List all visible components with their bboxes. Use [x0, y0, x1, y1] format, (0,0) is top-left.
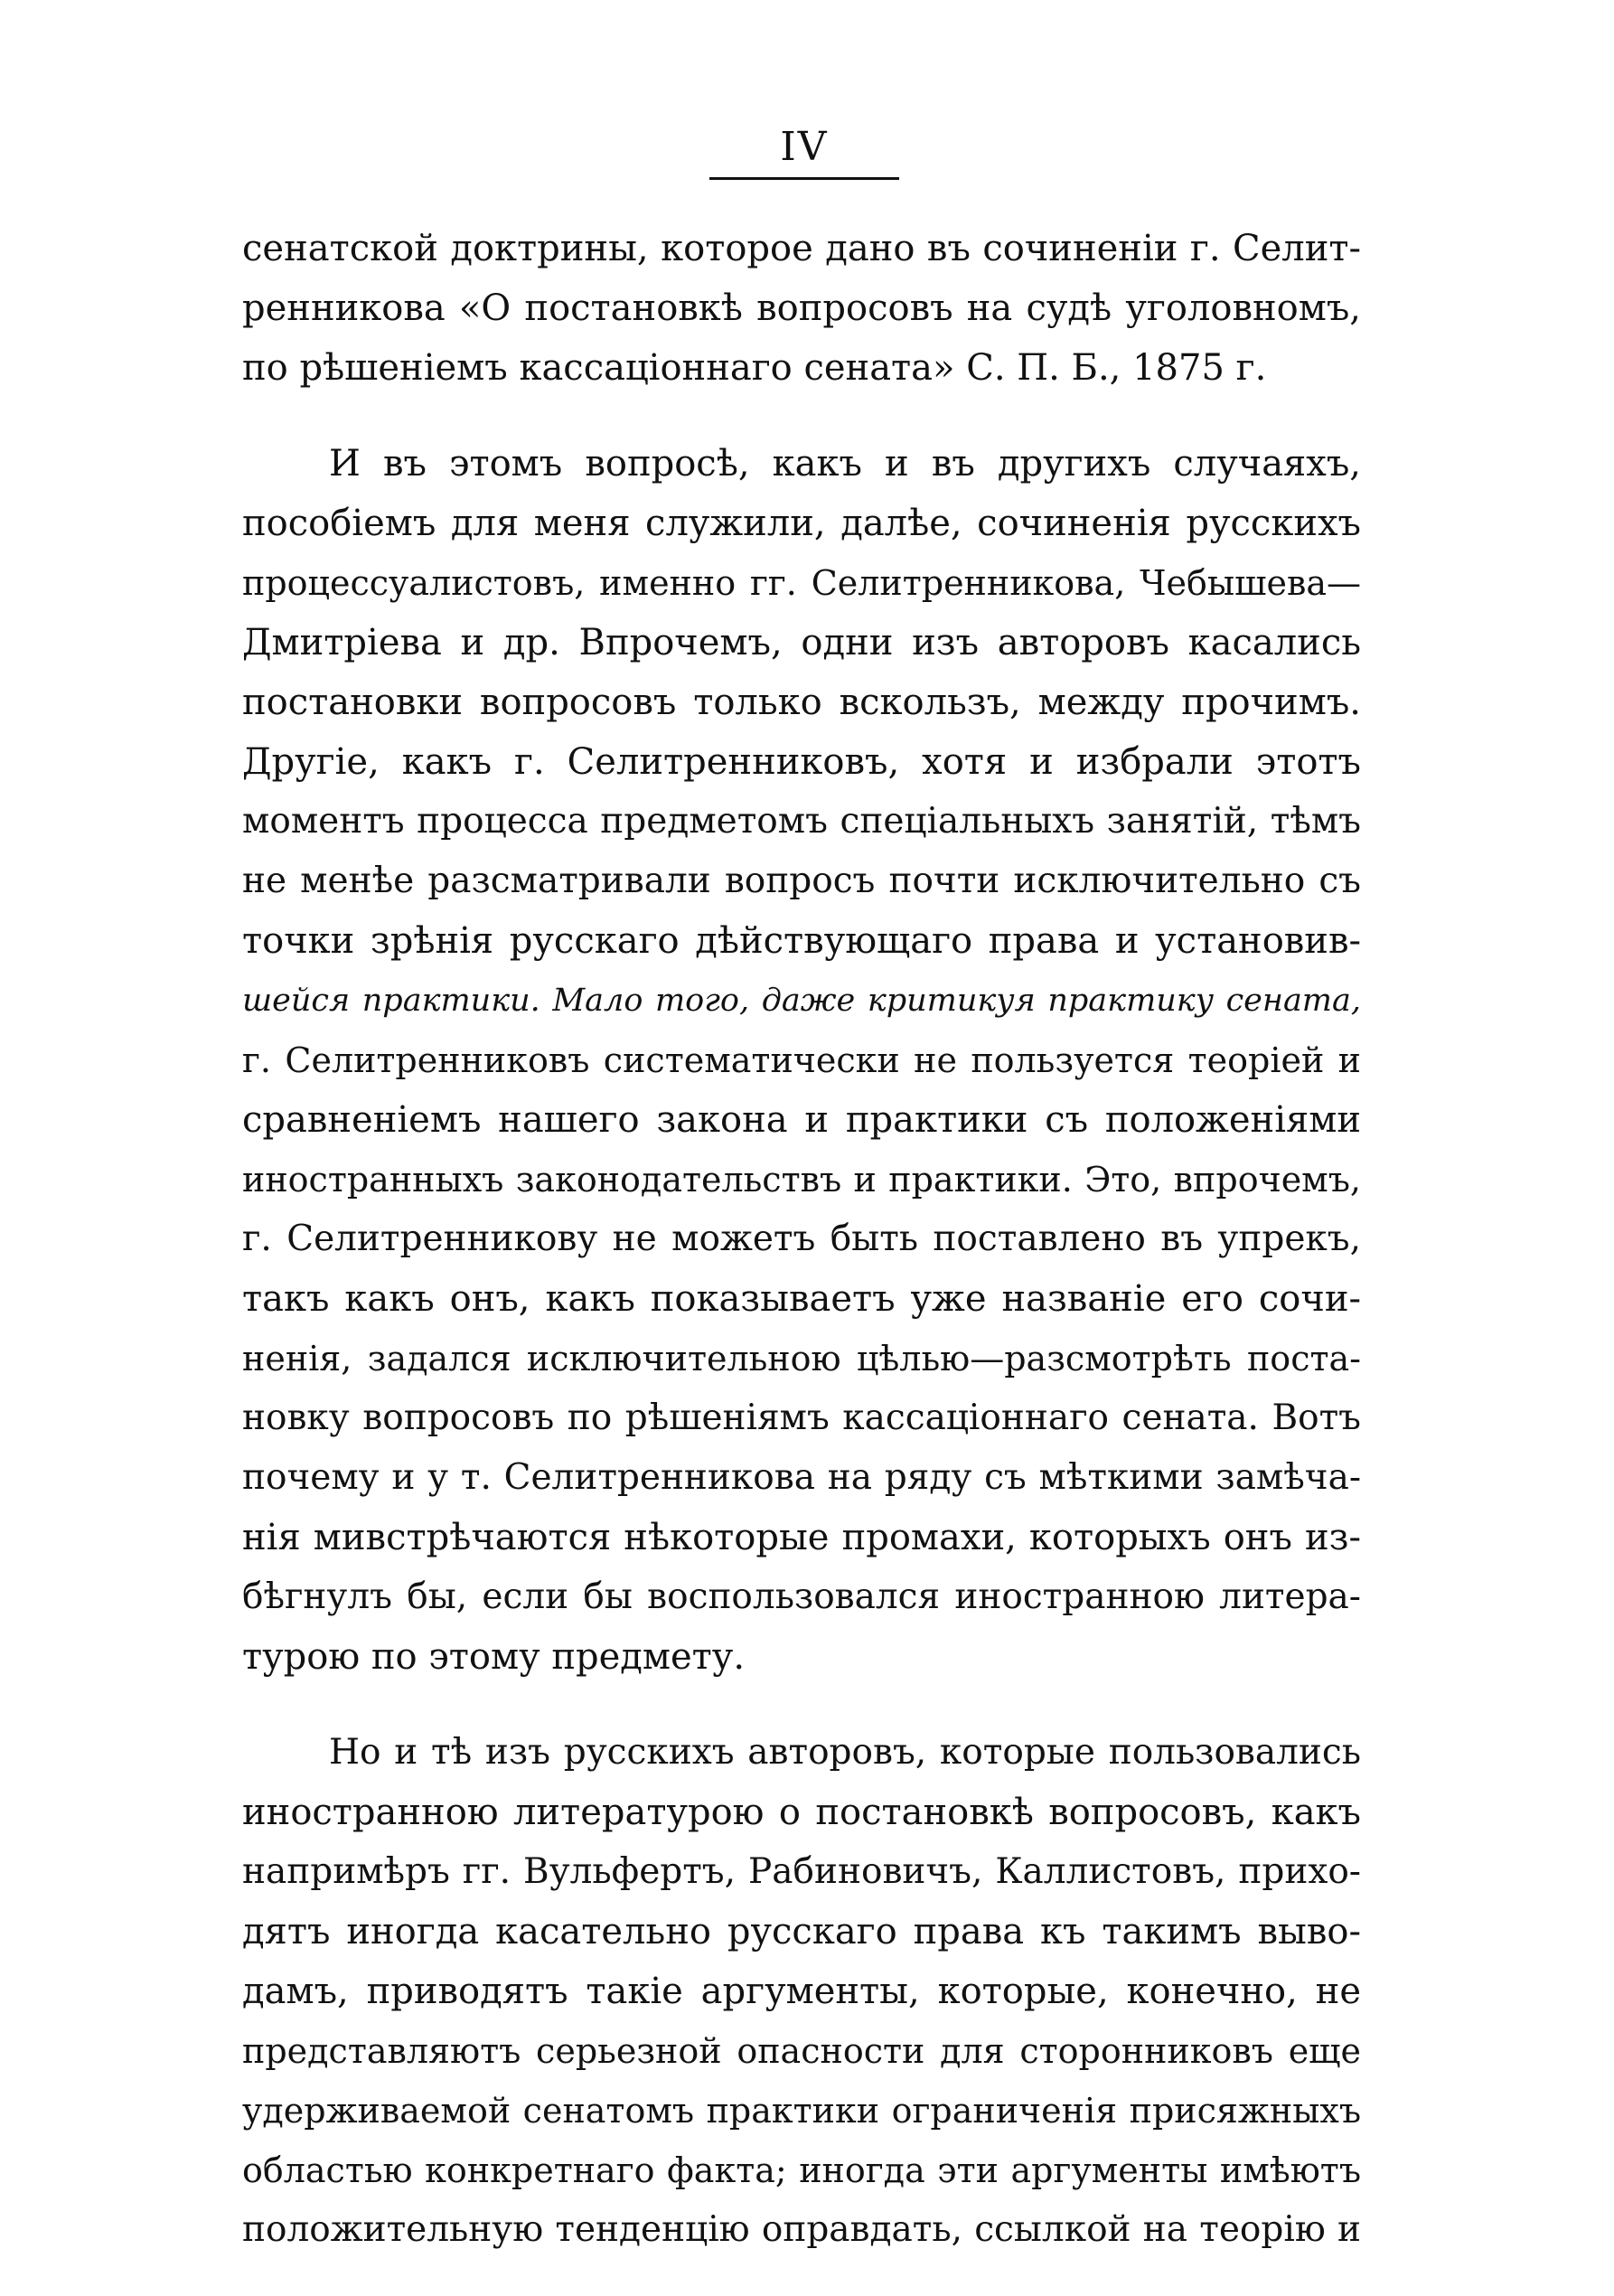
text-line: почему и у т. Селитренникова на ряду съ мѣткими замѣча- [242, 1457, 1361, 1498]
text-line: напримѣръ гг. Вульфертъ, Рабиновичъ, Каллистовъ, прихо- [242, 1851, 1361, 1892]
text-line: дятъ иногда касательно русскаго права къ такимъ выво- [242, 1911, 1361, 1953]
text-line: иностранныхъ законодательствъ и практики. Это, впрочемъ, [242, 1160, 1361, 1200]
text-line: положительную тенденцію оправдать, ссылкой на теорію и [242, 2209, 1361, 2250]
text-line: турою по этому предмету. [242, 1636, 746, 1678]
text-line: Но и тѣ изъ русскихъ авторовъ, которые пользовались [329, 1732, 1361, 1773]
text-line: ненія, задался исключительною цѣлью—разсмотрѣть поста- [242, 1339, 1361, 1379]
text-line: бѣгнулъ бы, если бы воспользовался иностранною литера- [242, 1576, 1361, 1617]
text-line: Дмитріева и др. Впрочемъ, одни изъ авторовъ касались [242, 622, 1361, 663]
text-line: представляютъ серьезной опасности для сторонниковъ еще [242, 2031, 1361, 2071]
text-line: г. Селитренниковъ систематически не пользуется теоріей и [242, 1040, 1361, 1080]
header-rule [709, 177, 899, 180]
text-line: процессуалистовъ, именно гг. Селитренникова, Чебышева— [242, 563, 1361, 603]
text-line: по рѣшеніемъ кассаціоннаго сената» С. П. Б., 1875 г. [242, 347, 1267, 389]
text-line: точки зрѣнія русскаго дѣйствующаго права и установив- [242, 920, 1361, 962]
paragraph [242, 434, 1361, 1687]
text-line: пособіемъ для меня служили, далѣе, сочиненія русскихъ [242, 503, 1361, 544]
text-line: областью конкретнаго факта; иногда эти аргументы имѣютъ [242, 2150, 1361, 2190]
text-line: сенатской доктрины, которое дано въ сочиненіи г. Селит- [242, 228, 1361, 269]
text-line: И въ этомъ вопросѣ, какъ и въ другихъ случаяхъ, [329, 443, 1361, 485]
text-line-italic: шейся практики. Мало того, даже критикуя практику сената, [242, 983, 1361, 1019]
text-line: удерживаемой сенатомъ практики ограниченія присяжныхъ [242, 2091, 1361, 2131]
text-line: сравненіемъ нашего закона и практики съ положеніями [242, 1099, 1361, 1141]
text-line: иностранною литературою о постановкѣ вопросовъ, какъ [242, 1792, 1361, 1833]
text-line: нія мивстрѣчаются нѣкоторые промахи, которыхъ онъ из- [242, 1517, 1361, 1558]
text-line: Другіе, какъ г. Селитренниковъ, хотя и избрали этотъ [242, 741, 1361, 783]
text-line: новку вопросовъ по рѣшеніямъ кассаціоннаго сената. Вотъ [242, 1397, 1361, 1438]
page-header [709, 125, 899, 180]
body-text [242, 219, 1361, 2296]
paragraph [242, 219, 1361, 398]
text-line: не менѣе разсматривали вопросъ почти исключительно съ [242, 861, 1361, 901]
text-line: моментъ процесса предметомъ спеціальныхъ занятій, тѣмъ [242, 801, 1361, 842]
text-line: постановки вопросовъ только вскользъ, между прочимъ. [242, 682, 1361, 723]
text-line: ренникова «О постановкѣ вопросовъ на судѣ уголовномъ, [242, 287, 1361, 329]
paragraph [242, 1723, 1361, 2260]
text-line: г. Селитренникову не можетъ быть поставлено въ упрекъ, [242, 1219, 1361, 1259]
page-number: IV [780, 124, 829, 170]
text-line: дамъ, приводятъ такіе аргументы, которые, конечно, не [242, 1971, 1361, 2012]
text-line: такъ какъ онъ, какъ показываетъ уже названіе его сочи- [242, 1278, 1361, 1320]
